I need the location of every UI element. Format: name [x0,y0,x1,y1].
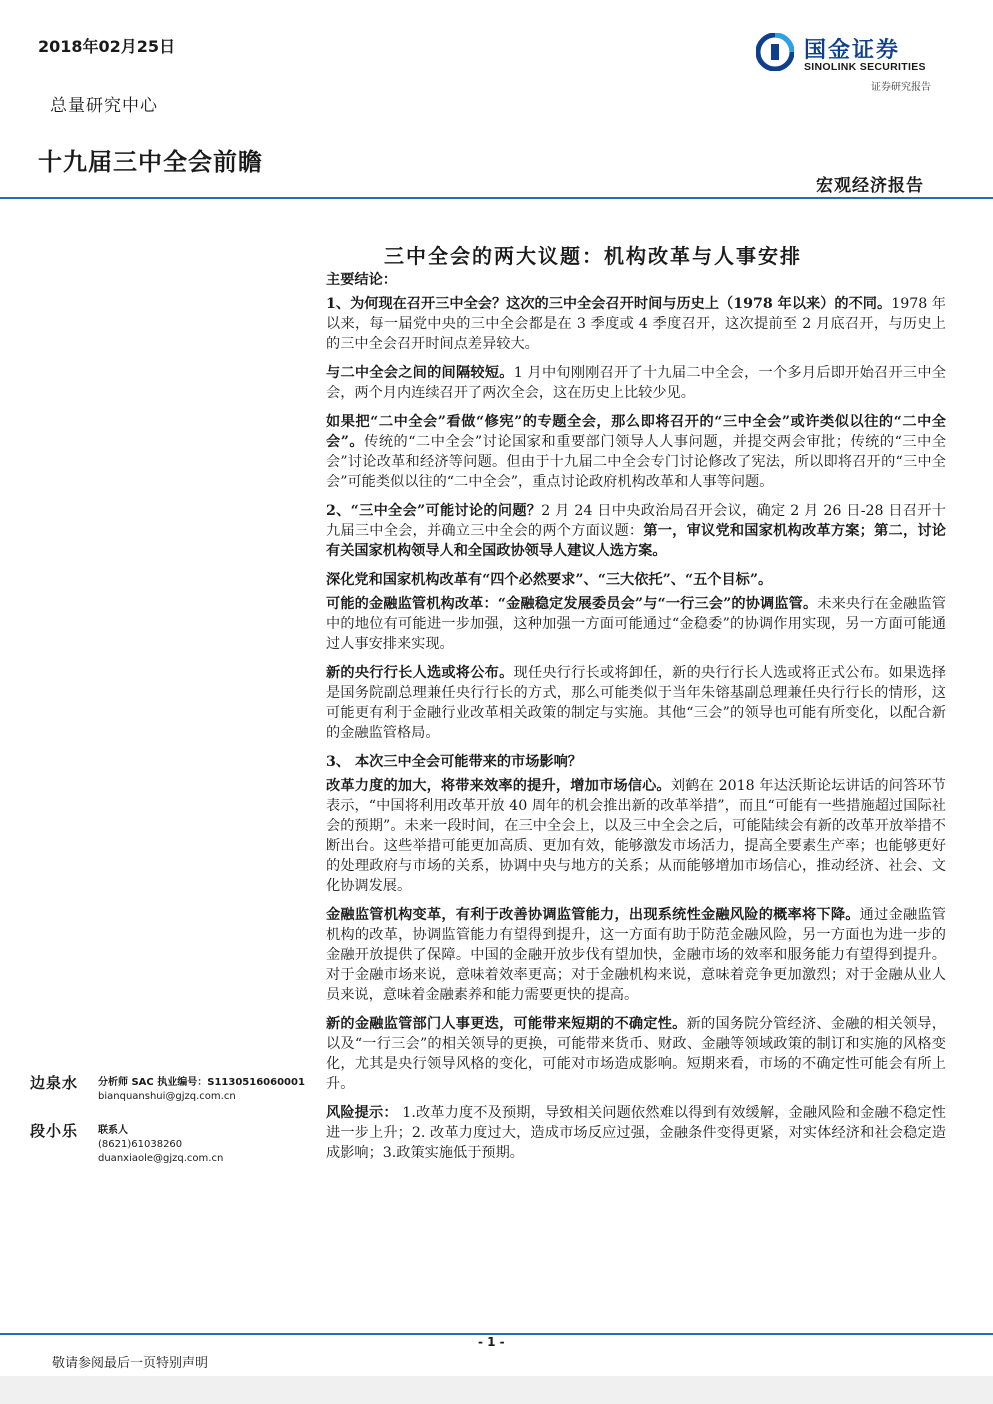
contact-info [98,1124,223,1166]
analyst-role: 分析师 SAC 执业编号：S1130516060001 [98,1077,305,1088]
paragraph-body: 传统的“二中全会”讨论国家和重要部门领导人人事问题，并提交两会审批；传统的“三中全会”讨论改革和经济等问题。但由于十九届二中全会专门讨论修改了宪法，所以即将召开的“三中全会”可能类似以往的“二中全会”，重点讨论政府机构改革和人事等问题。 [326,434,947,490]
paragraph-body: 1978 年以来，每一届党中央的三中全会都是在 3 季度或 4 季度召开，这次提前至 2 月底召开，与历史上的三中全会召开时间点差异较大。 [326,296,946,352]
logo-mark-icon [756,33,794,71]
content-paragraph [326,1014,946,1094]
contact-email[interactable]: duanxiaole@gjzq.com.cn [98,1153,224,1164]
logo-en-text: SINOLINK SECURITIES [804,61,926,73]
disclaimer-note: 敬请参阅最后一页特别声明 [52,1356,209,1371]
header-divider [0,197,993,199]
analyst-email[interactable]: bianquanshui@gjzq.com.cn [98,1091,236,1102]
main-headline: 三中全会的两大议题：机构改革与人事安排 [384,244,802,268]
contact-phone: (8621)61038260 [98,1139,183,1150]
report-type-label: 证券研究报告 [871,82,931,93]
paragraph-body: 2 月 24 日中央政治局召开会议，确定 2 月 26 日-28 日召开十九届三中全会，并确立三中全会的两个方面议题： [326,503,946,539]
paragraph-body: 现任央行行长或将卸任，新的央行行长人选或将正式公布。如果选择是国务院副总理兼任央行行长的方式，那么可能类似于当年朱镕基副总理兼任央行行长的情形，这可能更有利于金融行业改革相关政策的制定与实施。其他“三会”的领导也可能有所变化，以配合新的金融监管格局。 [326,665,946,741]
paragraph-lead: 3、 本次三中全会可能带来的市场影响？ [326,754,582,770]
content-paragraph [326,570,946,590]
content-paragraph [326,905,946,1005]
contact-name: 段小乐 [30,1122,79,1140]
paragraph-lead: 风险提示： [326,1105,398,1121]
analyst-info [98,1076,305,1104]
contact-role: 联系人 [98,1125,128,1136]
company-logo [756,33,946,77]
content-paragraph [326,663,946,743]
content-paragraph [326,412,946,492]
paragraph-lead: 1、为何现在召开三中全会？这次的三中全会召开时间与历史上（1978 年以来）的不同。 [326,296,892,312]
paragraph-lead: 金融监管机构变革，有利于改善协调监管能力，出现系统性金融风险的概率将下降。 [326,907,860,923]
department-label: 总量研究中心 [50,96,158,116]
analyst-name: 边泉水 [30,1074,79,1092]
paragraph-lead: 与二中全会之间的间隔较短。 [326,365,514,381]
paragraph-body: 1.改革力度不及预期，导致相关问题依然难以得到有效缓解，金融风险和金融不稳定性进一步上升；2. 改革力度过大，造成市场反应过强，金融条件变得更紧，对实体经济和社会稳定造成影响；3.政策实施低于预期。 [326,1105,946,1161]
paragraph-lead: 主要结论： [326,272,397,288]
page-number: - 1 - [478,1335,505,1349]
content-paragraph [326,294,946,354]
paragraph-lead: 深化党和国家机构改革有“四个必然要求”、“三大依托”、“五个目标”。 [326,572,773,588]
report-date: 2018年02月25日 [38,37,176,56]
paragraph-lead: 如果把“二中全会”看做“修宪”的专题全会，那么即将召开的“三中全会”或许类似以往的“二中全会”。 [326,414,946,450]
content-paragraph [326,776,946,896]
content-paragraph [326,270,946,290]
report-title: 十九届三中全会前瞻 [38,147,263,176]
content-paragraph [326,501,946,561]
paragraph-emphasis: 第一，审议党和国家机构改革方案；第二，讨论有关国家机构领导人和全国政协领导人建议人选方案。 [326,523,946,559]
bottom-band [0,1376,993,1404]
main-content [326,270,946,1172]
paragraph-body: 通过金融监管机构的改革，协调监管能力有望得到提升，这一方面有助于防范金融风险，另一方面也为进一步的金融开放提供了保障。中国的金融开放步伐有望加快，金融市场的效率和服务能力有望得到提升。对于金融市场来说，意味着效率更高；对于金融机构来说，意味着竞争更加激烈；对于金融从业人员来说，意味着金融素养和能力需要更快的提高。 [326,907,946,1003]
content-paragraph [326,363,946,403]
paragraph-lead: 新的央行行长人选或将公布。 [326,665,514,681]
report-category: 宏观经济报告 [816,176,924,196]
paragraph-lead: 新的金融监管部门人事更迭，可能带来短期的不确定性。 [326,1016,687,1032]
content-paragraph [326,752,946,772]
logo-cn-text: 国金证券 [804,38,901,63]
paragraph-body: 1 月中旬刚刚召开了十九届二中全会，一个多月后即开始召开三中全会，两个月内连续召开了两次全会，这在历史上比较少见。 [326,365,946,401]
paragraph-lead: 可能的金融监管机构改革：“金融稳定发展委员会”与“一行三会”的协调监管。 [326,596,818,612]
content-paragraph [326,594,946,654]
paragraph-lead: 改革力度的加大，将带来效率的提升，增加市场信心。 [326,778,671,794]
paragraph-body: 未来央行在金融监管中的地位有可能进一步加强，这种加强一方面可能通过“金稳委”的协调作用实现，另一方面可能通过人事安排来实现。 [326,596,946,652]
paragraph-body: 新的国务院分管经济、金融的相关领导，以及“一行三会”的相关领导的更换，可能带来货币、财政、金融等领域政策的制订和实施的风格变化，尤其是央行领导风格的变化，可能对市场造成影响。短期来看，市场的不确定性可能会有所上升。 [326,1016,946,1092]
paragraph-lead: 2、“三中全会”可能讨论的问题？ [326,503,542,519]
content-paragraph [326,1103,946,1163]
paragraph-body: 刘鹤在 2018 年达沃斯论坛讲话的问答环节表示，“中国将利用改革开放 40 周年的机会推出新的改革举措”，而且“可能有一些措施超过国际社会的预期”。未来一段时间，在三中全会上，以及三中全会之后，可能陆续会有新的改革开放举措不断出台。这些举措可能更加高质、更加有效，能够激发市场活力，提高全要素生产率；也能够更好的处理政府与市场的关系，协调中央与地方的关系；从而能够增加市场信心，推动经济、社会、文化协调发展。 [326,778,946,894]
